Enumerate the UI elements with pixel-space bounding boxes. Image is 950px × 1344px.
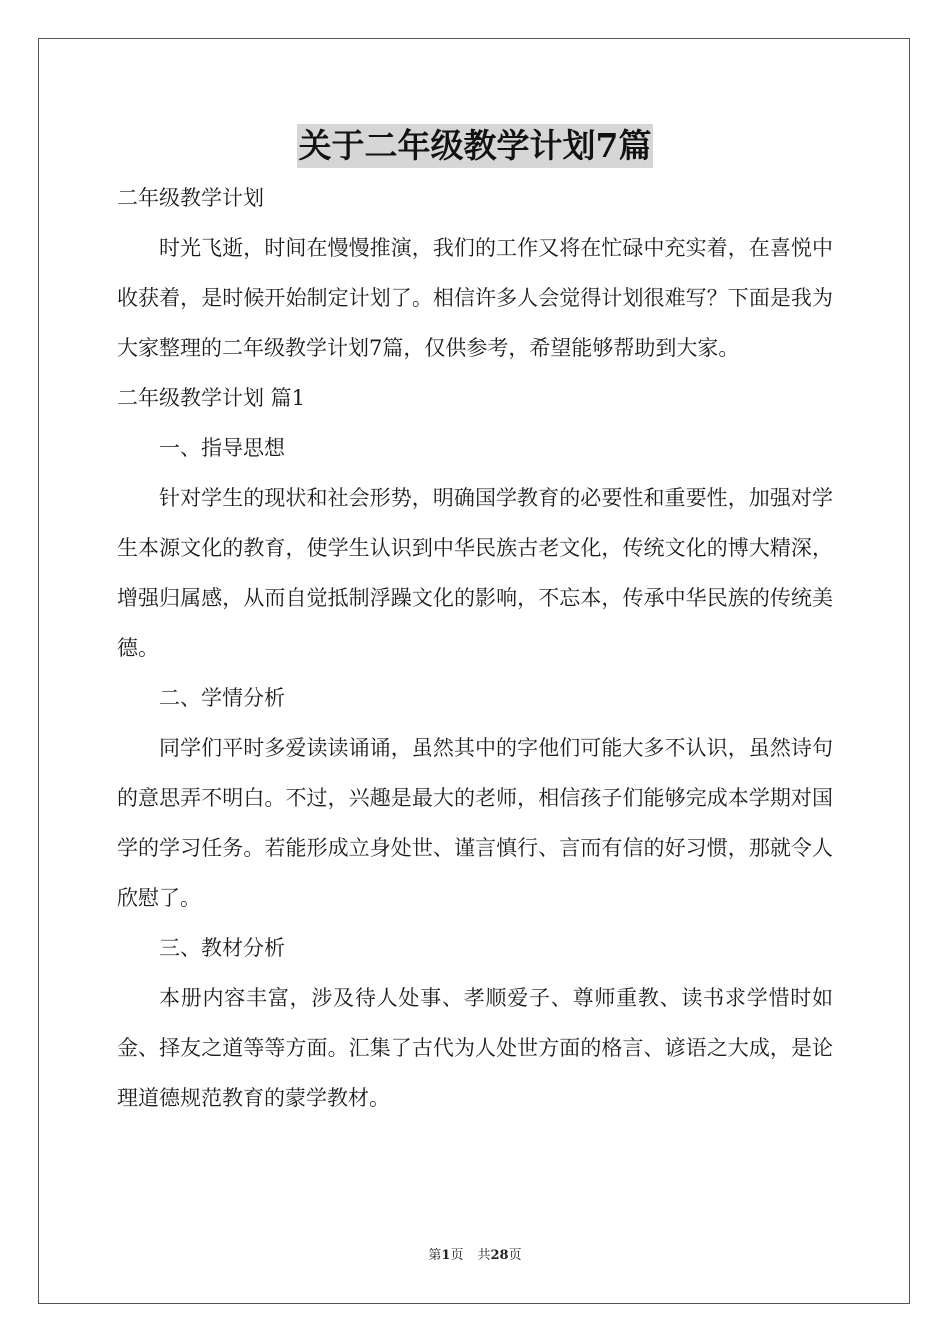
paragraph: 同学们平时多爱读读诵诵，虽然其中的字他们可能大多不认识，虽然诗句的意思弄不明白。不过，兴趣是最大的老师，相信孩子们能够完成本学期对国学的学习任务。若能形成立身处世、谨言慎行、言而有信的好习惯，那就令人欣慰了。 [117,736,833,910]
paragraph: 二年级教学计划 [117,186,264,210]
page-footer [0,1246,950,1266]
paragraph: 二、学情分析 [159,686,285,710]
paragraph: 三、教材分析 [159,936,285,960]
document-body [117,173,833,1123]
document-title: 关于二年级教学计划7篇 [297,124,654,168]
footer-page-suffix: 页 [450,1248,464,1263]
paragraph: 二年级教学计划 篇1 [117,386,306,410]
paragraph: 本册内容丰富，涉及待人处事、孝顺爱子、尊师重教、读书求学惜时如金、择友之道等等方面。汇集了古代为人处世方面的格言、谚语之大成，是论理道德规范教育的蒙学教材。 [117,986,833,1110]
paragraph: 时光飞逝，时间在慢慢推演，我们的工作又将在忙碌中充实着，在喜悦中收获着，是时候开始制定计划了。相信许多人会觉得计划很难写？下面是我为大家整理的二年级教学计划7篇，仅供参考，希望能够帮助到大家。 [117,236,833,360]
footer-total-suffix: 页 [508,1248,522,1263]
footer-total-prefix: 共 [477,1248,491,1263]
title-container [0,124,950,168]
paragraph: 一、指导思想 [159,436,285,460]
paragraph: 针对学生的现状和社会形势，明确国学教育的必要性和重要性，加强对学生本源文化的教育，使学生认识到中华民族古老文化，传统文化的博大精深，增强归属感，从而自觉抵制浮躁文化的影响，不忘本，传承中华民族的传统美德。 [117,486,833,660]
footer-page-number: 1 [441,1248,451,1263]
footer-total-pages: 28 [490,1248,509,1263]
footer-page-prefix: 第 [428,1248,442,1263]
